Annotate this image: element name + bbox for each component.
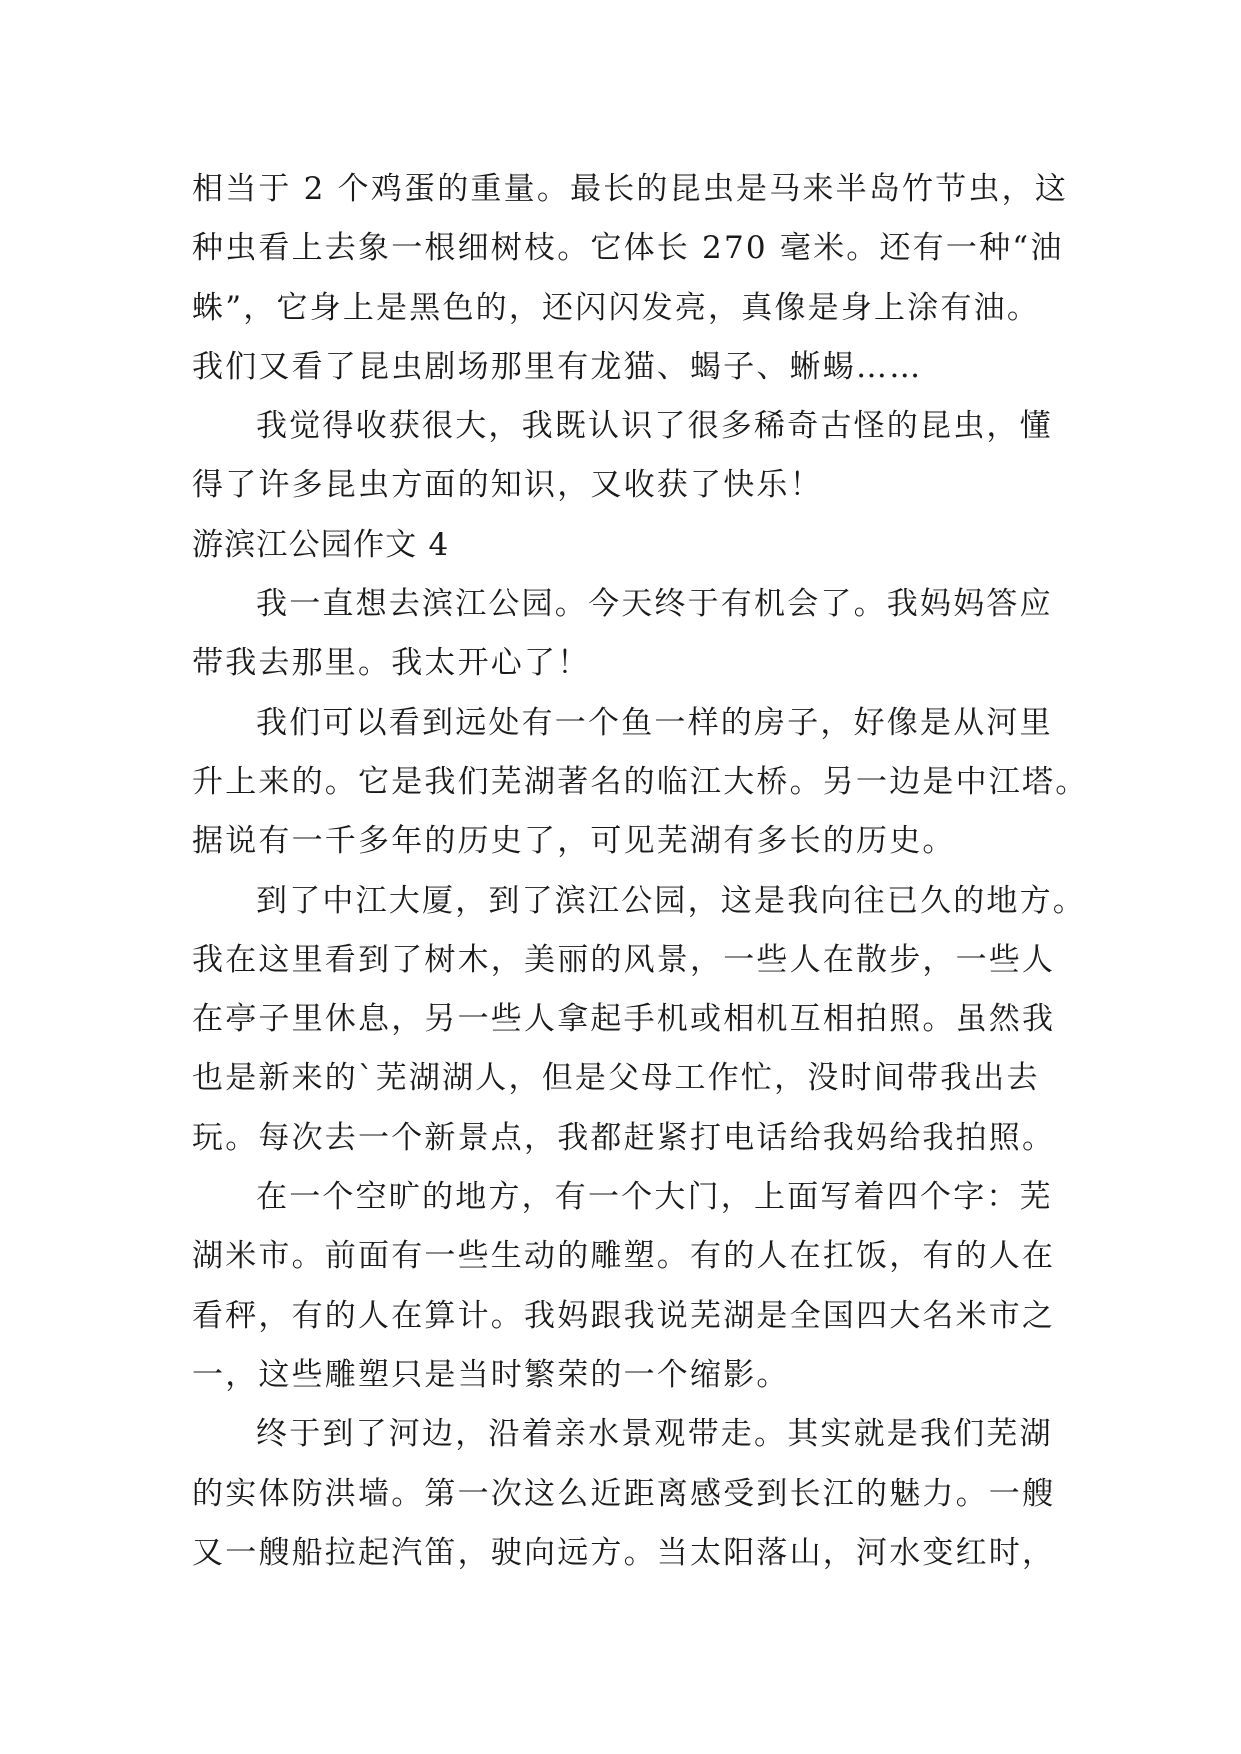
text-line: 的实体防洪墙。第一次这么近距离感受到长江的魅力。一艘 (192, 1475, 1056, 1512)
text-line: 又一艘船拉起汽笛，驶向远方。当太阳落山，河水变红时， (192, 1534, 1056, 1571)
text-line: 相当于 2 个鸡蛋的重量。最长的昆虫是马来半岛竹节虫，这 (192, 171, 1069, 207)
paragraph-first-line: 终于到了河边，沿着亲水景观带走。其实就是我们芜湖 (256, 1416, 1053, 1453)
paragraph-first-line: 在一个空旷的地方，有一个大门，上面写着四个字：芜 (256, 1179, 1053, 1216)
text-line: 我们又看了昆虫剧场那里有龙猫、蝎子、蜥蜴…… (192, 348, 923, 385)
text-line: 玩。每次去一个新景点，我都赶紧打电话给我妈给我拍照。 (192, 1119, 1056, 1156)
text-line: 在亭子里休息，另一些人拿起手机或相机互相拍照。虽然我 (192, 1001, 1056, 1038)
text-line: 看秤，有的人在算计。我妈跟我说芜湖是全国四大名米市之 (192, 1297, 1056, 1334)
text-line: 也是新来的`芜湖湖人，但是父母工作忙，没时间带我出去 (192, 1060, 1040, 1097)
paragraph-first-line: 到了中江大厦，到了滨江公园，这是我向往已久的地方。 (256, 882, 1086, 919)
section-heading: 游滨江公园作文 4 (192, 526, 450, 563)
text-line: 升上来的。它是我们芜湖著名的临江大桥。另一边是中江塔。 (192, 763, 1089, 800)
text-line: 湖米市。前面有一些生动的雕塑。有的人在扛饭，有的人在 (192, 1238, 1056, 1275)
text-line: 种虫看上去象一根细树枝。它体长 270 毫米。还有一种“油 (192, 230, 1064, 267)
document-body (192, 160, 1089, 1583)
paragraph-first-line: 我一直想去滨江公园。今天终于有机会了。我妈妈答应 (256, 586, 1053, 623)
text-line: 蛛”，它身上是黑色的，还闪闪发亮，真像是身上涂有油。 (192, 289, 1041, 326)
text-line: 带我去那里。我太开心了！ (192, 645, 591, 682)
text-line: 得了许多昆虫方面的知识，又收获了快乐！ (192, 467, 823, 504)
paragraph-first-line: 我们可以看到远处有一个鱼一样的房子，好像是从河里 (256, 704, 1053, 741)
text-line: 一，这些雕塑只是当时繁荣的一个缩影。 (192, 1356, 790, 1393)
text-line: 据说有一千多年的历史了，可见芜湖有多长的历史。 (192, 823, 956, 860)
paragraph-first-line: 我觉得收获很大，我既认识了很多稀奇古怪的昆虫，懂 (256, 408, 1053, 445)
text-line: 我在这里看到了树木，美丽的风景，一些人在散步，一些人 (192, 941, 1056, 978)
